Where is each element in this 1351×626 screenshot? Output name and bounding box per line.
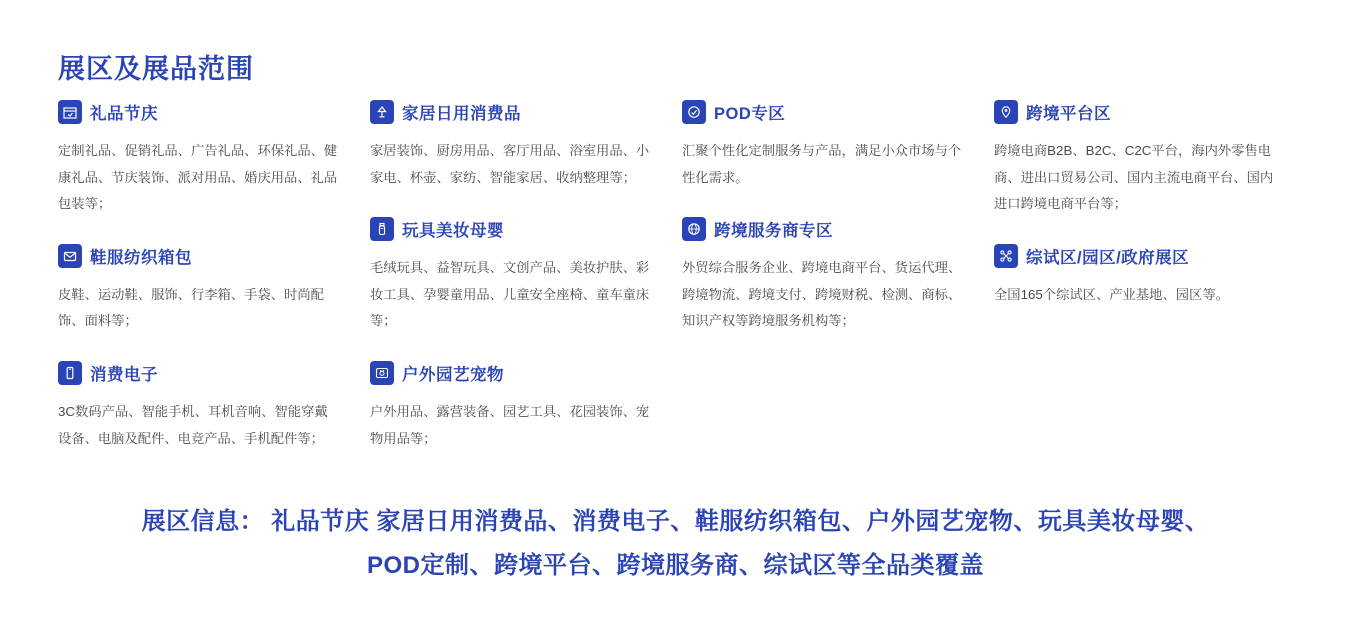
location-pin-icon: [994, 100, 1018, 124]
page-title: 展区及展品范围: [58, 54, 254, 84]
category-header: [370, 361, 662, 385]
category-block: [994, 244, 1286, 309]
category-header: [682, 217, 974, 241]
category-header: [370, 100, 662, 124]
category-title: POD专区: [714, 105, 786, 123]
category-description: 毛绒玩具、益智玩具、文创产品、美妆护肤、彩妆工具、孕婴童用品、儿童安全座椅、童车童床等；: [370, 260, 650, 329]
category-description: 外贸综合服务企业、跨境电商平台、货运代理、跨境物流、跨境支付、跨境财税、检测、商标、知识产权等跨境服务机构等；: [682, 260, 962, 329]
category-header: [58, 361, 350, 385]
globe-service-icon: [682, 217, 706, 241]
category-title: 跨境平台区: [1026, 105, 1111, 123]
category-description: 定制礼品、促销礼品、广告礼品、环保礼品、健康礼品、节庆装饰、派对用品、婚庆用品、礼品包装等；: [58, 143, 338, 212]
category-block: [682, 217, 974, 335]
category-title: 综试区/园区/政府展区: [1026, 248, 1190, 267]
network-nodes-icon: [994, 244, 1018, 268]
category-description: 3C数码产品、智能手机、耳机音响、智能穿戴设备、电脑及配件、电竞产品、手机配件等；: [58, 403, 328, 446]
category-title: 鞋服纺织箱包: [90, 248, 192, 267]
category-column-4: [994, 100, 1306, 478]
paw-print-icon: [370, 361, 394, 385]
envelope-icon: [58, 244, 82, 268]
smartphone-icon: [58, 361, 82, 385]
lamp-icon: [370, 100, 394, 124]
gift-box-icon: [58, 100, 82, 124]
category-header: [682, 100, 974, 124]
category-description: 全国165个综试区、产业基地、园区等。: [994, 286, 1229, 302]
category-block: [370, 217, 662, 335]
category-description: 家居装饰、厨房用品、客厅用品、浴室用品、小家电、杯壶、家纺、智能家居、收纳整理等；: [370, 143, 650, 185]
category-block: [58, 361, 350, 452]
category-title: 跨境服务商专区: [714, 222, 833, 241]
footer-line-1: 展区信息： 礼品节庆 家居日用消费品、消费电子、鞋服纺织箱包、户外园艺宠物、玩具美妆母婴、: [141, 508, 1210, 535]
category-block: [682, 100, 974, 191]
category-column-1: [58, 100, 370, 478]
category-block: [58, 100, 350, 218]
target-circle-icon: [682, 100, 706, 124]
category-header: [58, 100, 350, 124]
category-title: 玩具美妆母婴: [402, 222, 504, 241]
category-title: 家居日用消费品: [402, 105, 521, 123]
category-header: [58, 244, 350, 268]
category-description: 皮鞋、运动鞋、服饰、行李箱、手袋、时尚配饰、面料等；: [58, 286, 324, 329]
baby-bottle-icon: [370, 217, 394, 241]
category-block: [370, 361, 662, 452]
category-block: [994, 100, 1286, 218]
category-header: [370, 217, 662, 241]
category-block: [370, 100, 662, 191]
category-header: [994, 244, 1286, 268]
category-column-2: [370, 100, 682, 478]
category-columns: [58, 100, 1308, 478]
category-column-3: [682, 100, 994, 478]
category-title: 户外园艺宠物: [402, 365, 504, 384]
category-title: 礼品节庆: [90, 105, 158, 123]
footer-line-2: POD定制、跨境平台、跨境服务商、综试区等全品类覆盖: [366, 552, 984, 580]
category-description: 汇聚个性化定制服务与产品，满足小众市场与个性化需求。: [682, 143, 962, 185]
category-title: 消费电子: [90, 365, 158, 384]
category-description: 户外用品、露营装备、园艺工具、花园装饰、宠物用品等；: [370, 403, 650, 446]
category-header: [994, 100, 1286, 124]
category-block: [58, 244, 350, 335]
footer-summary: [0, 500, 1351, 589]
category-description: 跨境电商B2B、B2C、C2C平台，海内外零售电商、进出口贸易公司、国内主流电商平台、国内进口跨境电商平台等；: [994, 143, 1274, 212]
